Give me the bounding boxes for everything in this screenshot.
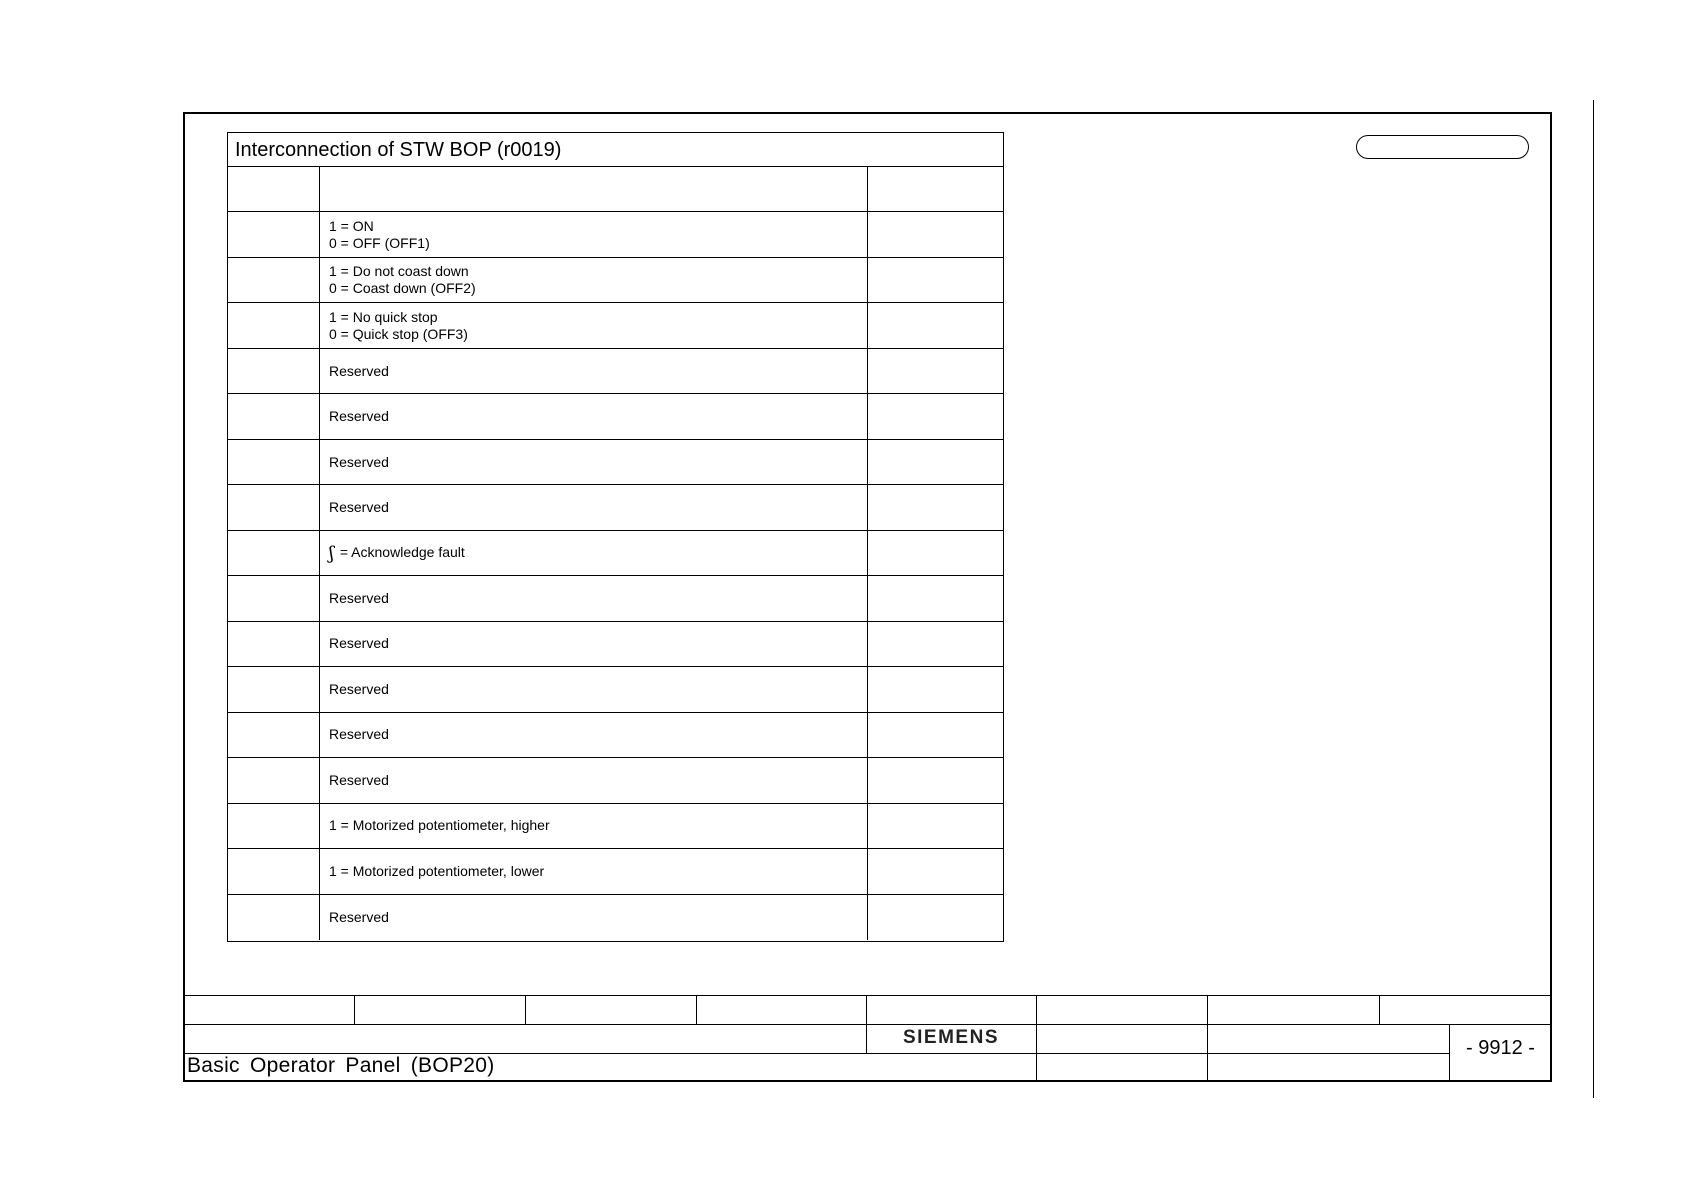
value-cell — [868, 576, 1005, 620]
description-cell — [320, 531, 868, 575]
description-cell — [320, 167, 868, 211]
description-cell — [320, 622, 868, 666]
description-cell — [320, 212, 868, 256]
description-line: Reserved — [329, 635, 389, 652]
table-row — [228, 804, 1003, 849]
value-cell — [868, 667, 1005, 711]
description-line — [329, 542, 867, 564]
bit-cell — [228, 667, 320, 711]
page-edge-line — [1593, 100, 1594, 1098]
description-cell — [320, 303, 868, 347]
description-line: Reserved — [329, 726, 389, 743]
description-line: 0 = OFF (OFF1) — [329, 234, 430, 251]
description-line: 0 = Coast down (OFF2) — [329, 280, 476, 297]
bit-cell — [228, 258, 320, 302]
bit-cell — [228, 622, 320, 666]
table-row — [228, 849, 1003, 894]
description-cell — [320, 804, 868, 848]
bit-cell — [228, 440, 320, 484]
bit-cell — [228, 531, 320, 575]
bit-cell — [228, 167, 320, 211]
description-line: Reserved — [329, 499, 389, 516]
bit-cell — [228, 849, 320, 893]
description-cell — [320, 349, 868, 393]
value-cell — [868, 349, 1005, 393]
bit-cell — [228, 895, 320, 940]
description-cell — [320, 485, 868, 529]
description-line: Reserved — [329, 453, 389, 470]
table-row — [228, 758, 1003, 803]
value-cell — [868, 303, 1005, 347]
description-line: 0 = Quick stop (OFF3) — [329, 325, 468, 342]
table-row — [228, 440, 1003, 485]
description-cell — [320, 849, 868, 893]
bit-cell — [228, 303, 320, 347]
description-line: 1 = Motorized potentiometer, lower — [329, 862, 545, 879]
table-title: Interconnection of STW BOP (r0019) — [228, 133, 1003, 167]
value-cell — [868, 531, 1005, 575]
value-cell — [868, 258, 1005, 302]
table-row — [228, 303, 1003, 348]
reference-oval-box — [1356, 135, 1529, 159]
table-row — [228, 576, 1003, 621]
rising-edge-icon: ʃ — [329, 542, 334, 564]
title-block — [183, 995, 1552, 1082]
description-cell — [320, 440, 868, 484]
table-row — [228, 212, 1003, 257]
bit-cell — [228, 804, 320, 848]
bit-cell — [228, 485, 320, 529]
table-row — [228, 713, 1003, 758]
description-line: Reserved — [329, 408, 389, 425]
table-row — [228, 167, 1003, 212]
value-cell — [868, 849, 1005, 893]
interconnection-table — [227, 132, 1004, 942]
description-line: 1 = Motorized potentiometer, higher — [329, 817, 550, 834]
description-cell — [320, 576, 868, 620]
description-text: = Acknowledge fault — [339, 544, 465, 561]
table-row — [228, 667, 1003, 712]
value-cell — [868, 212, 1005, 256]
page-number: - 9912 - — [1466, 1037, 1535, 1059]
bit-cell — [228, 758, 320, 802]
value-cell — [868, 804, 1005, 848]
description-cell — [320, 667, 868, 711]
description-line: Reserved — [329, 362, 389, 379]
description-line: 1 = ON — [329, 217, 374, 234]
table-row — [228, 895, 1003, 940]
description-cell — [320, 258, 868, 302]
description-cell — [320, 895, 868, 940]
description-line: Reserved — [329, 589, 389, 606]
value-cell — [868, 167, 1005, 211]
description-cell — [320, 394, 868, 438]
value-cell — [868, 394, 1005, 438]
bit-cell — [228, 713, 320, 757]
table-row — [228, 258, 1003, 303]
value-cell — [868, 622, 1005, 666]
bit-cell — [228, 394, 320, 438]
value-cell — [868, 713, 1005, 757]
value-cell — [868, 895, 1005, 940]
description-line: 1 = Do not coast down — [329, 263, 469, 280]
document-title: Basic Operator Panel (BOP20) — [187, 1054, 495, 1077]
description-cell — [320, 713, 868, 757]
bit-cell — [228, 576, 320, 620]
siemens-logo: SIEMENS — [902, 1027, 1000, 1048]
description-line: 1 = No quick stop — [329, 308, 438, 325]
table-row — [228, 349, 1003, 394]
bit-cell — [228, 212, 320, 256]
value-cell — [868, 485, 1005, 529]
table-row — [228, 622, 1003, 667]
description-line: Reserved — [329, 908, 389, 925]
table-row — [228, 394, 1003, 439]
table-row — [228, 531, 1003, 576]
description-cell — [320, 758, 868, 802]
bit-cell — [228, 349, 320, 393]
description-line: Reserved — [329, 680, 389, 697]
description-line: Reserved — [329, 771, 389, 788]
table-row — [228, 485, 1003, 530]
value-cell — [868, 758, 1005, 802]
value-cell — [868, 440, 1005, 484]
